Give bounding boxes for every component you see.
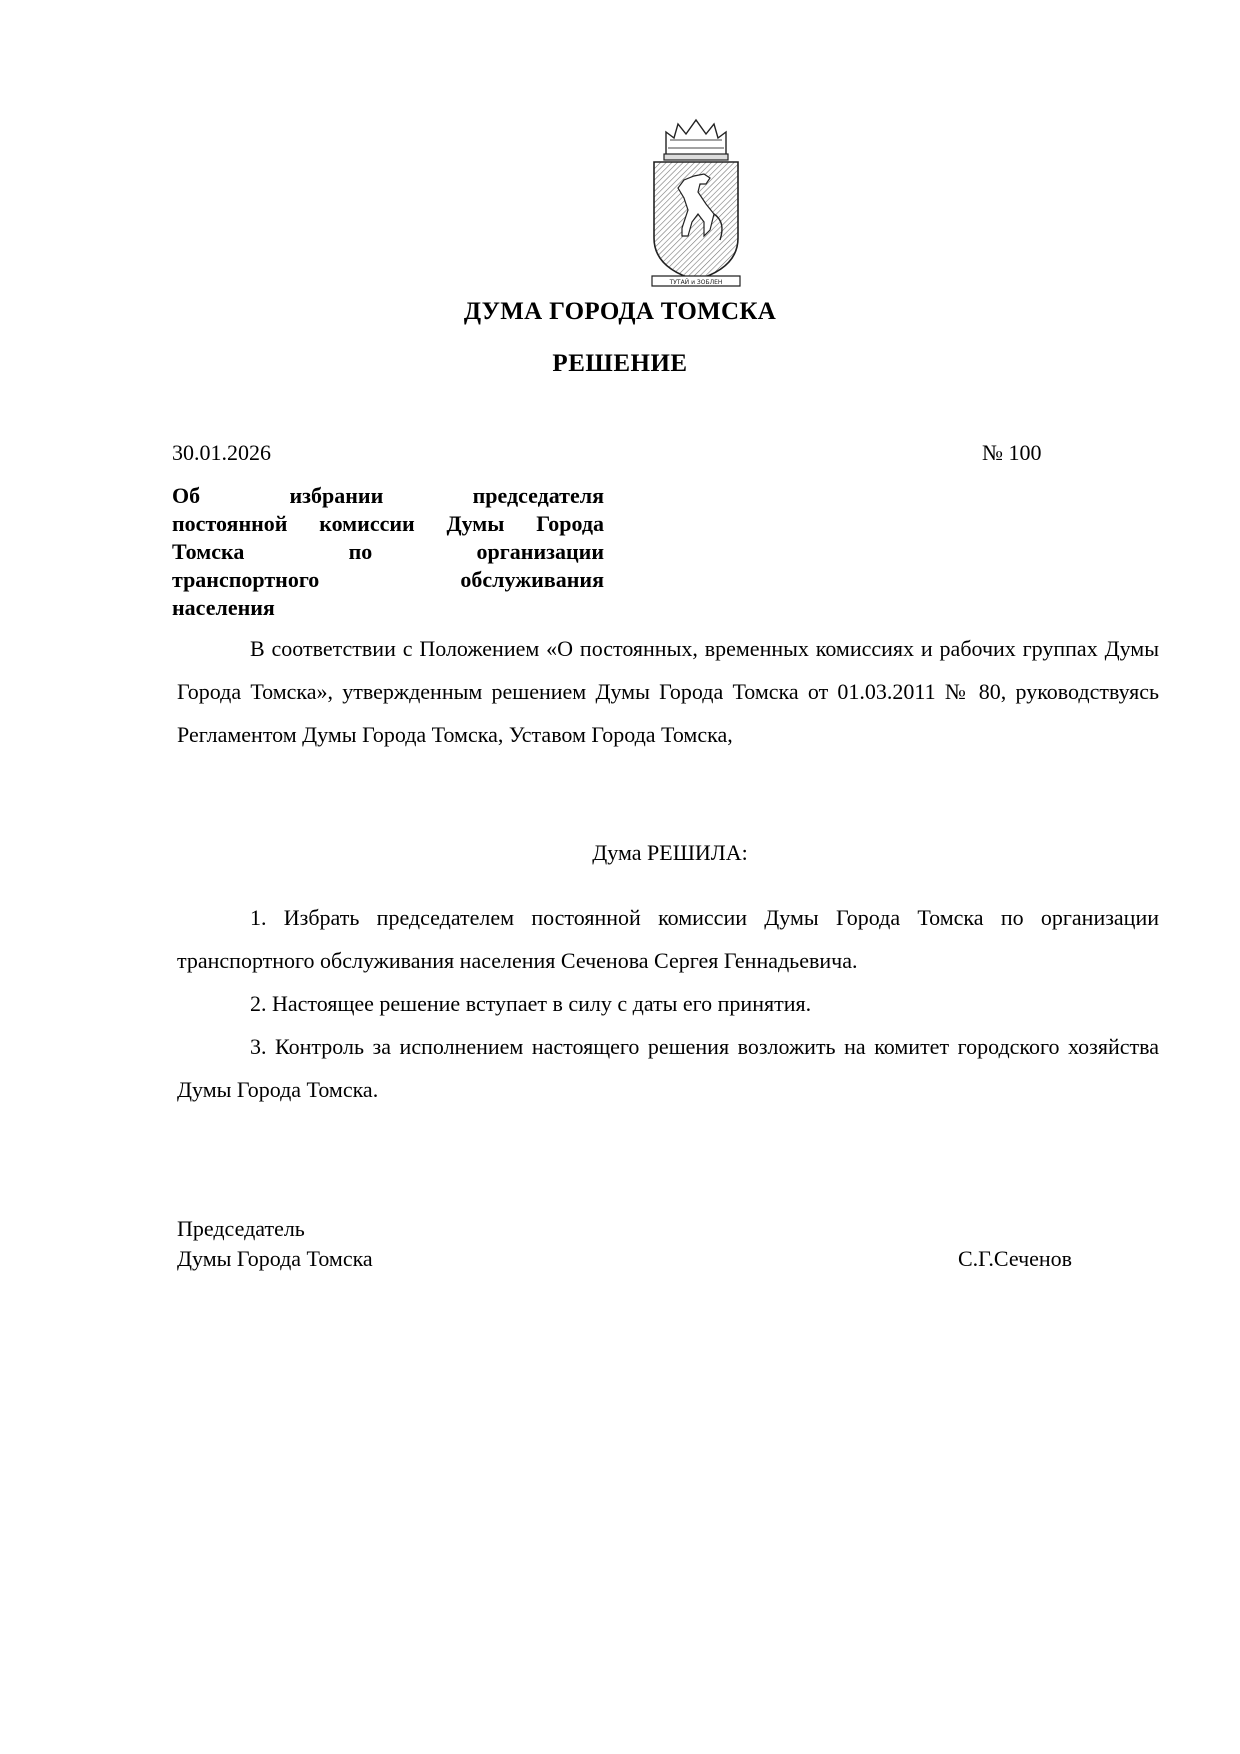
subject-line: постоянной комиссии Думы Города <box>172 511 604 536</box>
signature-title <box>177 1214 373 1274</box>
subject-line: Томска по организации <box>172 539 604 564</box>
decision-item: 1. Избрать председателем постоянной комиссии Думы Города Томска по организации транспортного обслуживания населения Сеченова Сергея Геннадьевича. <box>177 905 1159 973</box>
document-subject <box>172 482 604 622</box>
decision-item: 3. Контроль за исполнением настоящего решения возложить на комитет городского хозяйства Думы Города Томска. <box>177 1034 1159 1102</box>
decision-item: 2. Настоящее решение вступает в силу с даты его принятия. <box>250 991 812 1016</box>
coat-of-arms-icon <box>648 118 744 290</box>
signature-title-line: Председатель <box>177 1216 305 1241</box>
coat-motto: ТУТАЙ и ЗОБЛЕН <box>669 279 723 286</box>
signature-title-line: Думы Города Томска <box>177 1246 373 1271</box>
signature-name: С.Г.Сеченов <box>958 1246 1073 1271</box>
document-date: 30.01.2026 <box>172 440 271 465</box>
document-type-title: РЕШЕНИЕ <box>552 350 688 377</box>
organization-title: ДУМА ГОРОДА ТОМСКА <box>463 298 777 325</box>
decided-heading: Дума РЕШИЛА: <box>592 840 748 865</box>
subject-line: населения <box>172 595 275 620</box>
preamble-paragraph: В соответствии с Положением «О постоянных, временных комиссиях и рабочих группах Думы Города Томска», утвержденным решением Думы Города Томска от 01.03.2011 № 80, руководствуясь Регламентом Думы Города Томска, Уставом Города Томска, <box>177 636 1159 747</box>
document-number: № 100 <box>982 440 1042 465</box>
subject-line: транспортного обслуживания <box>172 567 604 592</box>
subject-line: Об избрании председателя <box>172 483 604 508</box>
